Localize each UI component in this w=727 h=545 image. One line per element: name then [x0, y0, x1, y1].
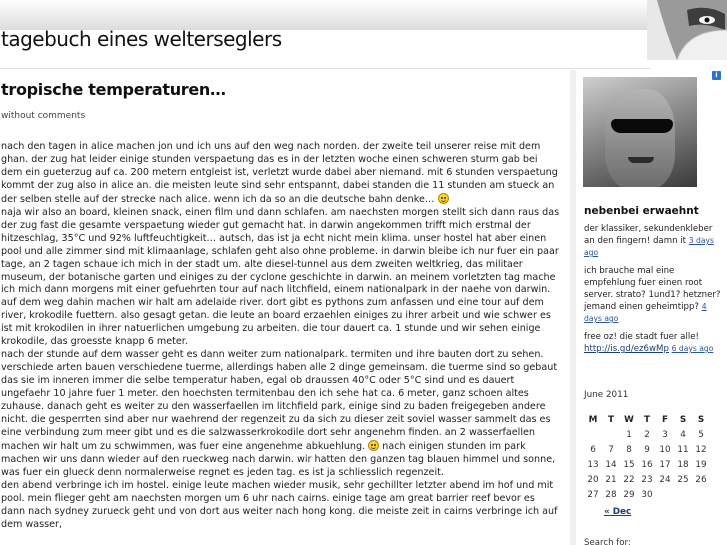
- avatar-sunglasses: [611, 119, 673, 133]
- calendar-day: [674, 489, 692, 501]
- tweet-item: [584, 265, 724, 325]
- calendar-day: 14: [605, 460, 617, 470]
- post-paragraph: [1, 207, 561, 349]
- calendar-day: 4: [680, 430, 686, 440]
- calendar-day: 16: [641, 460, 653, 470]
- post-paragraph-text: den abend verbringe ich im hostel. einige leute machen wieder musik, sehr gechillter letzter abend im hof und mit pool. mein flieger geht am naechsten morgen um 6 uhr nach cairns. einige tage am great barrier reef bevor es dann nach sydney zurueck geht und von dort aus weiter nach hong kong. die meiste zeit in cairns verbringe ich auf dem wasser,: [1, 479, 558, 530]
- calendar-day: 8: [626, 445, 632, 455]
- post-title[interactable]: tropische temperaturen…: [1, 80, 226, 99]
- tweet-url-link[interactable]: http://is.gd/ez6wMp: [584, 344, 669, 354]
- calendar-day: 2: [644, 430, 650, 440]
- calendar-weekday: T: [643, 415, 650, 425]
- post-paragraph-text: naja wir also an board, kleinen snack, einen film und dann schlafen. am naechsten morgen stellt sich dann raus das der zug fast die gesamte verspaetung wieder gut gemacht hat. in darwin angekommen trifft mich erstmal der hitzeschlag, 35°C und 92% luftfeuchtigkeit… autsch, das ist ja echt nicht mein klima. unser hostel hat aber einen pool und alle zimmer sind mit klimaanlage, schlafen geht also ohne probleme. in darwin bleibe ich nur fuer ein paar tage, an 2 tagen schaue ich mich in der stadt um. alte diesel-tunnel aus dem zweiten weltkrieg, das militaer museum, der botanische garten und einiges zu der cyclone geschichte in darwin. an meinem vorletzten tag mache ich mich dann morgens mit einer gefuehrten tour auf nach litchfield, einem nationalpark in der naehe von darwin. auf dem weg dahin machen wir halt am adelaide river. dort gibt es pythons zum anfassen und eine tour auf dem river, krokodile fuettern. also gesagt getan. die leute an board erzaehlen einiges zu ihrer arbeit und wie schwer es ist mit krokodilen in ihrer natuerlichen umgebung zu arbeiten. die tour dauert ca. 1 stunde und wir sehen einige krokodile, das groesste knapp 6 meter.: [1, 206, 560, 348]
- calendar-day: 5: [698, 430, 704, 440]
- calendar-weekday: F: [661, 415, 668, 425]
- tweet-text: der klassiker, sekundenkleber an den fingern! damn it: [584, 224, 713, 246]
- avatar-face: [605, 89, 675, 187]
- calendar-day: 21: [605, 475, 617, 485]
- tweet-item: [584, 331, 724, 355]
- calendar-day: 23: [641, 475, 653, 485]
- post-paragraph: [1, 349, 561, 480]
- calendar-day: 28: [605, 490, 617, 500]
- calendar-day: 17: [659, 460, 671, 470]
- tweet-text: free oz! die stadt fuer alle!: [584, 332, 699, 342]
- post-body: [1, 141, 561, 532]
- post-paragraph-text: nach der stunde auf dem wasser geht es dann weiter zum nationalpark. termiten und ihre bauten dort zu sehen. verschiede arten bauen verschiedene tuerme, allerdings haben alle 2 dinge gemeinsam. die tuerme sind so gebaut das sie im inneren immer die selbe temperatur haben, egal ob draussen 40°C oder 5°C sind und es dauert ungefaehr 10 jahre fuer 1 meter. den hoechsten termitenbau den ich sehe hat ca. 6 meter, ganz schoen altes zuhause. danach geht es weiter zu den wasserfaellen im litchfield park, einige sind zu baden freigegeben andere nicht. die gesperrten sind aber nur waehrend der regenzeit zu da sich zu dieser zeit soviel wasser sammelt das es eine verbindung zum meer gibt und es die salzwasserkrokodile dort sehr angenehm finden. an 2 wasserfaellen machen wir halt um zu schwimmen, was fuer eine angenehme abkuehlung.: [1, 349, 558, 452]
- tweet-time-link[interactable]: 3 days ago: [584, 236, 714, 257]
- calendar-day: 9: [644, 445, 650, 455]
- calendar-day: 11: [677, 445, 689, 455]
- calendar-day: 19: [695, 460, 707, 470]
- post-paragraph: [1, 141, 561, 207]
- calendar-weekday: M: [588, 415, 598, 425]
- calendar-day: 6: [590, 445, 596, 455]
- post-paragraph: [1, 480, 561, 532]
- calendar-day: 25: [677, 475, 689, 485]
- header-divider: [0, 68, 650, 69]
- tweet-text: ich brauche mal eine empfehlung fuer einen root server. strato? 1und1? hetzner? jemand einen geheimtipp?: [584, 266, 721, 312]
- info-icon[interactable]: i: [712, 71, 721, 80]
- calendar-grid: [584, 414, 714, 501]
- tweet-list: [584, 223, 724, 361]
- search-label: Search for:: [584, 538, 631, 545]
- post-article: [1, 80, 561, 532]
- comments-link[interactable]: without comments: [1, 111, 86, 121]
- tweet-time-link[interactable]: 4 days ago: [584, 302, 707, 323]
- post-paragraph-text: nach den tagen in alice machen jon und ich uns auf den weg nach norden. der zweite teil unserer reise mit dem ghan. der zug hat leider einige stunden verspaetung das es in der letzten woche einen schweren sturm gab bei dem ein gueterzug auf ca. 200 metern entgleist ist, verletzt wurde dabei aber niemand. mit 6 stunden verspaetung kommt der zug also in alice an. die meisten leute sind sehr entspannt, dabei standen die 11 stunden am stueck an der selben stelle auf der strecke nach alice. wenn ich da so an die deutsche bahn denke…: [1, 141, 558, 205]
- post-paragraph-text: nach einigen stunden im park machen wir uns dann wieder auf den rueckweg nach darwin. wir hatten den ganzen tag blauen himmel und sonne, was fuer ein glueck denn normalerweise regnet es jeden tag. es ist ja schliesslich regenzeit.: [1, 440, 556, 478]
- twitter-heading: nebenbei erwaehnt: [584, 205, 699, 217]
- calendar-day: 13: [587, 460, 599, 470]
- calendar-day: [692, 489, 710, 501]
- calendar: [584, 390, 714, 517]
- smiley-icon: [368, 440, 379, 451]
- tweet-item: [584, 223, 724, 259]
- calendar-prev-month-link[interactable]: « Dec: [604, 507, 632, 517]
- calendar-weekday: S: [697, 415, 705, 425]
- calendar-weekday: T: [607, 415, 614, 425]
- calendar-day: [602, 429, 620, 441]
- calendar-day: [584, 429, 602, 441]
- calendar-day: 18: [677, 460, 689, 470]
- header-photo-corner: [647, 0, 727, 60]
- calendar-day: [656, 489, 674, 501]
- tweet-time-link[interactable]: 6 days ago: [671, 344, 714, 353]
- calendar-day: 30: [641, 490, 653, 500]
- calendar-day: 3: [662, 430, 668, 440]
- calendar-day: 15: [623, 460, 635, 470]
- calendar-day: 7: [608, 445, 614, 455]
- calendar-weekday: S: [679, 415, 687, 425]
- calendar-day: 29: [623, 490, 635, 500]
- calendar-weekday: W: [624, 415, 634, 425]
- smiley-icon: [438, 193, 449, 204]
- calendar-day: 26: [695, 475, 707, 485]
- calendar-day: 10: [659, 445, 671, 455]
- avatar-mouth: [628, 157, 654, 163]
- avatar: [583, 77, 697, 187]
- calendar-caption: June 2011: [584, 390, 629, 400]
- top-bar: [0, 0, 727, 30]
- calendar-day: 20: [587, 475, 599, 485]
- calendar-day: 24: [659, 475, 671, 485]
- calendar-day: 27: [587, 490, 599, 500]
- calendar-day: 12: [695, 445, 707, 455]
- site-title[interactable]: tagebuch eines welterseglers: [1, 27, 282, 51]
- calendar-day: 1: [626, 430, 632, 440]
- calendar-day: 22: [623, 475, 635, 485]
